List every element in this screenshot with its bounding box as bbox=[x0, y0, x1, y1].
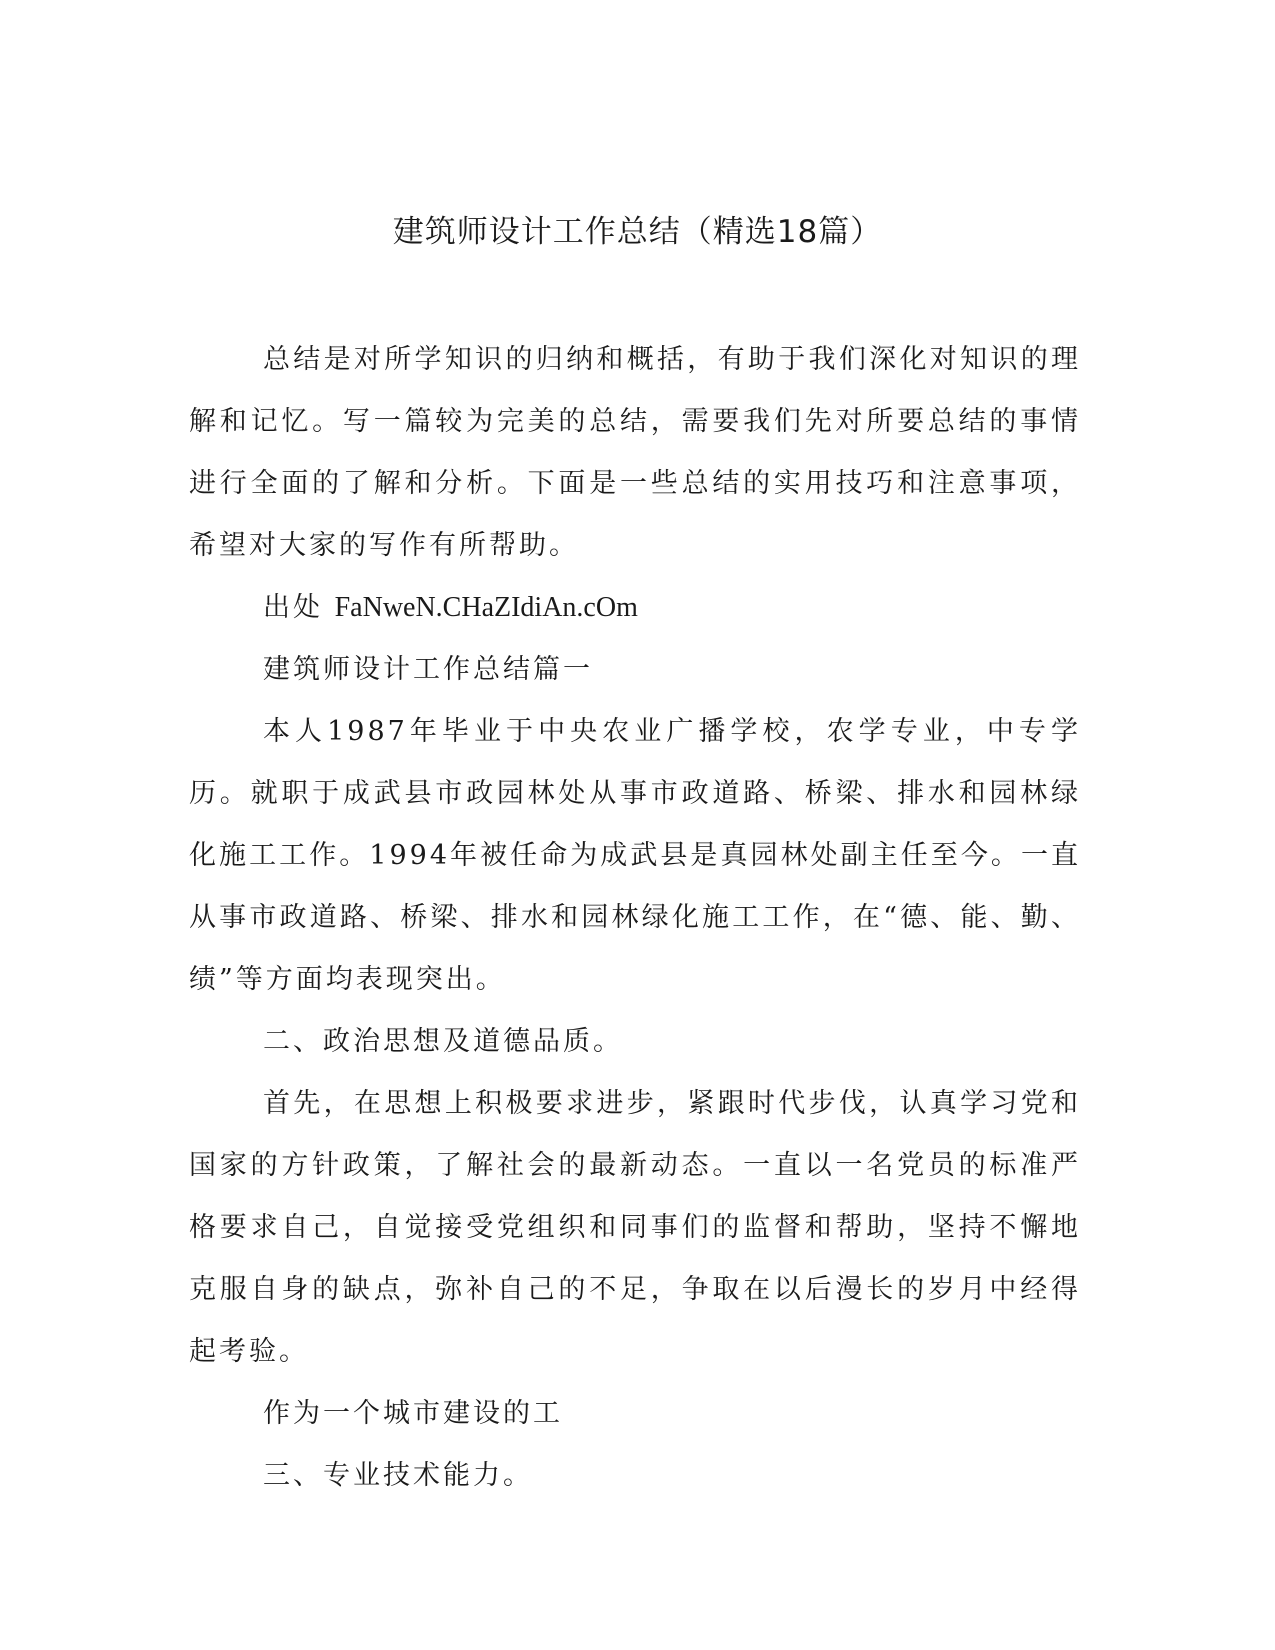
source-line bbox=[189, 577, 1081, 639]
document-title: 建筑师设计工作总结（精选18篇） bbox=[392, 214, 883, 250]
heading-2: 二、政治思想及道德品质。 bbox=[263, 1026, 623, 1057]
intro-paragraph: 总结是对所学知识的归纳和概括，有助于我们深化对知识的理解和记忆。写一篇较为完美的总结，需要我们先对所要总结的事情进行全面的了解和分析。下面是一些总结的实用技巧和注意事项，希望对大家的写作有所帮助。 bbox=[189, 344, 1081, 561]
source-url: FaNweN.CHaZIdiAn.cOm bbox=[334, 592, 638, 623]
paragraph-2: 首先，在思想上积极要求进步，紧跟时代步伐，认真学习党和国家的方针政策，了解社会的最新动态。一直以一名党员的标准严格要求自己，自觉接受党组织和同事们的监督和帮助，坚持不懈地克服自身的缺点，弥补自己的不足，争取在以后漫长的岁月中经得起考验。 bbox=[189, 1088, 1081, 1367]
document-body bbox=[189, 329, 1081, 1507]
source-label: 出处 bbox=[263, 592, 323, 623]
section-heading: 建筑师设计工作总结篇一 bbox=[263, 654, 593, 685]
paragraph-1: 本人1987年毕业于中央农业广播学校，农学专业，中专学历。就职于成武县市政园林处从事市政道路、桥梁、排水和园林绿化施工工作。1994年被任命为成武县是真园林处副主任至今。一直从事市政道路、桥梁、排水和园林绿化施工工作，在“德、能、勤、绩”等方面均表现突出。 bbox=[189, 716, 1081, 995]
heading-3: 三、专业技术能力。 bbox=[263, 1460, 533, 1491]
paragraph-3: 作为一个城市建设的工 bbox=[263, 1398, 563, 1429]
